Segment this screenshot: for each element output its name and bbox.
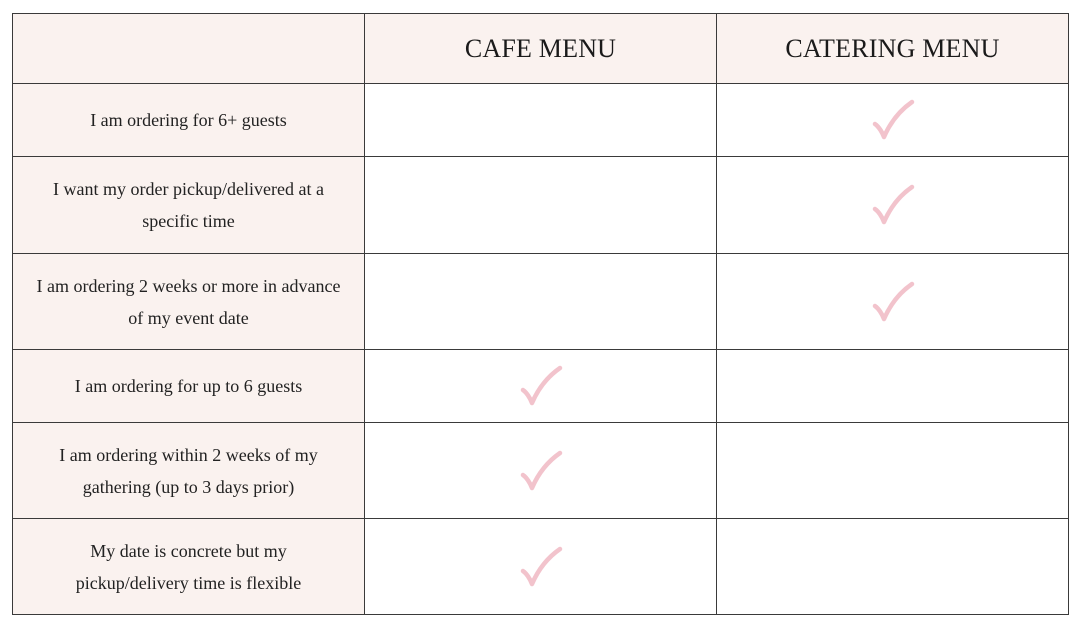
table-row [13, 254, 1069, 350]
checkmark-icon [519, 546, 563, 588]
table-row [13, 157, 1069, 254]
table-row [13, 423, 1069, 519]
row-label-line: specific time [142, 211, 235, 231]
row-label [13, 423, 365, 519]
table-row [13, 519, 1069, 615]
catering-cell [717, 254, 1069, 350]
column-header-cafe-menu: CAFE MENU [365, 14, 717, 84]
checkmark-icon [519, 450, 563, 492]
row-label-text: I am ordering for up to 6 guests [74, 376, 303, 396]
row-label-line: I want my order pickup/delivered at a [53, 179, 324, 199]
row-label-line: I am ordering 2 weeks or more in advance [36, 275, 341, 296]
catering-cell [717, 84, 1069, 157]
table-row [13, 84, 1069, 157]
catering-cell [717, 350, 1069, 423]
cafe-cell [365, 519, 717, 615]
header-row [13, 14, 1069, 84]
checkmark-icon [871, 281, 915, 323]
checkmark-icon [519, 365, 563, 407]
catering-cell [717, 157, 1069, 254]
catering-cell [717, 519, 1069, 615]
table-row [13, 350, 1069, 423]
row-label-line: of my event date [128, 307, 249, 328]
row-label [13, 84, 365, 157]
cafe-cell [365, 350, 717, 423]
row-label-line: pickup/delivery time is flexible [75, 572, 302, 593]
row-label [13, 519, 365, 615]
row-label-line: I am ordering within 2 weeks of my [59, 444, 318, 465]
cafe-cell [365, 254, 717, 350]
cafe-cell [365, 84, 717, 157]
row-label-text: I am ordering for 6+ guests [90, 110, 287, 130]
checkmark-icon [871, 184, 915, 226]
column-header-catering-menu: CATERING MENU [717, 14, 1069, 84]
cafe-cell [365, 423, 717, 519]
row-label [13, 254, 365, 350]
row-label [13, 350, 365, 423]
checkmark-icon [871, 99, 915, 141]
cafe-cell [365, 157, 717, 254]
row-label [13, 157, 365, 254]
catering-cell [717, 423, 1069, 519]
row-label-line: My date is concrete but my [90, 540, 287, 561]
corner-cell [13, 14, 365, 84]
menu-comparison-table [12, 13, 1069, 615]
row-label-line: gathering (up to 3 days prior) [82, 476, 295, 497]
